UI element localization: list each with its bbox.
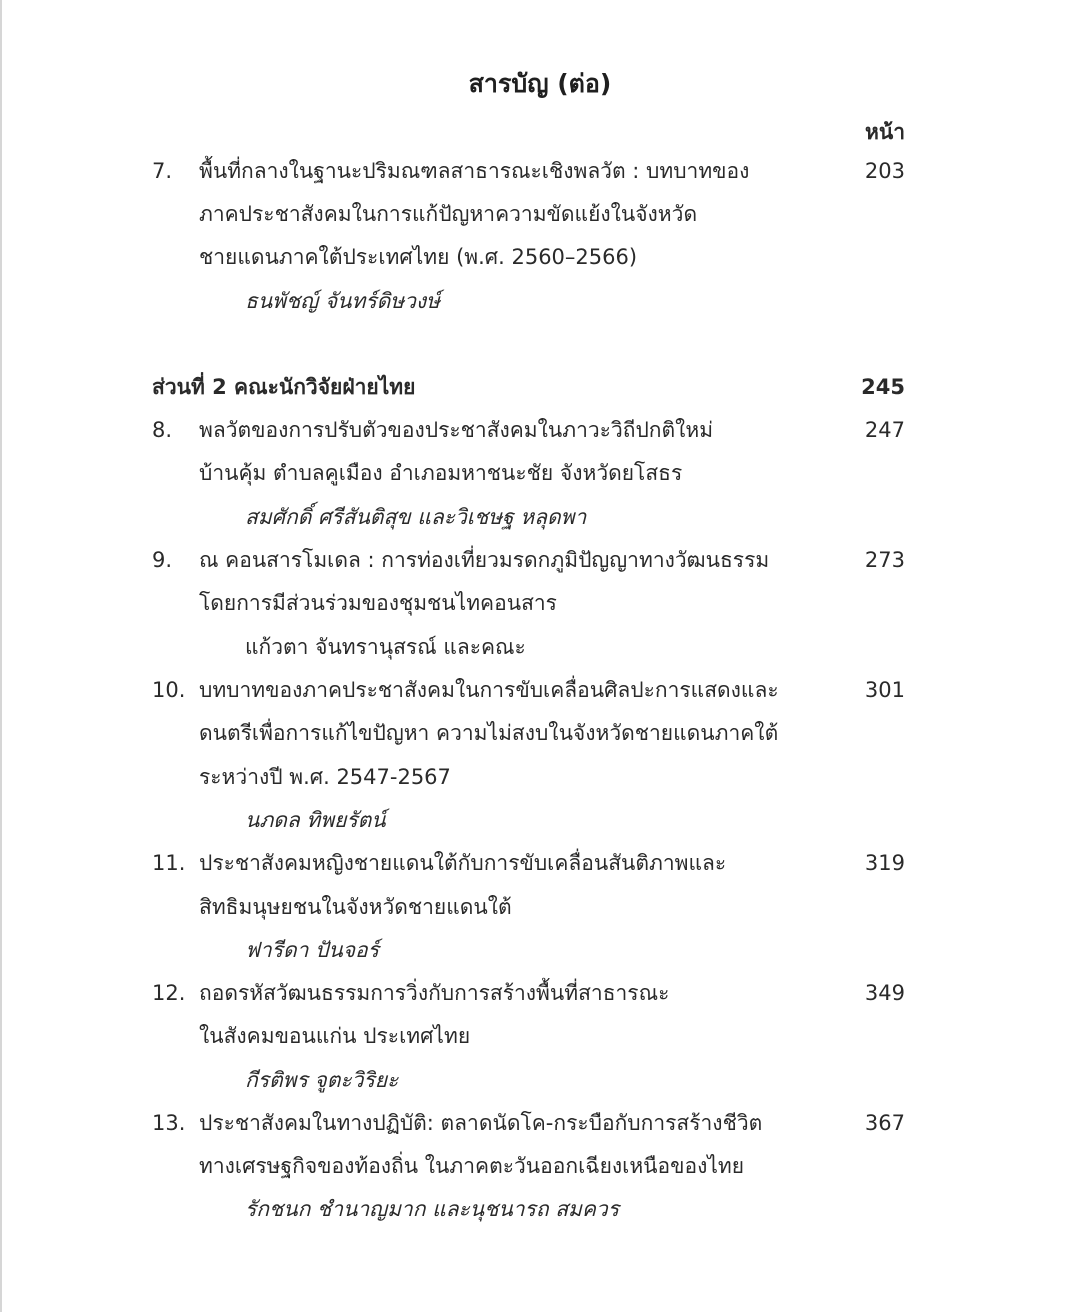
toc-entry-title-line[interactable]: บทบาทของภาคประชาสังคมในการขับเคลื่อนศิลปะการแสดงและ (199, 678, 779, 702)
toc-entry-title-line[interactable]: ดนตรีเพื่อการแก้ไขปัญหา ความไม่สงบในจังหวัดชายแดนภาคใต้ (199, 721, 779, 745)
toc-entry-title-line[interactable]: โดยการมีส่วนร่วมของชุมชนไทคอนสาร (199, 591, 557, 615)
toc-entry-title-line[interactable]: ประชาสังคมในทางปฏิบัติ: ตลาดนัดโค-กระบือกับการสร้างชีวิต (199, 1111, 763, 1135)
toc-entry-number: 11. (152, 851, 186, 875)
toc-entry-number: 9. (152, 548, 173, 572)
toc-entry-title-line[interactable]: สิทธิมนุษยชนในจังหวัดชายแดนใต้ (199, 895, 512, 919)
toc-entry-title-line[interactable]: ทางเศรษฐกิจของท้องถิ่น ในภาคตะวันออกเฉียงเหนือของไทย (199, 1154, 745, 1178)
toc-entry-number: 12. (152, 981, 186, 1005)
toc-entry-page: 203 (864, 159, 905, 183)
page-title: สารบัญ (ต่อ) (468, 69, 612, 98)
toc-entry-author: สมศักดิ์ ศรีสันติสุข และวิเชษฐ หลุดพา (245, 505, 587, 529)
toc-entry-page: 301 (864, 678, 905, 702)
section-heading[interactable]: ส่วนที่ 2 คณะนักวิจัยฝ่ายไทย (152, 375, 416, 399)
toc-entry-number: 13. (152, 1111, 186, 1135)
toc-entry-author: ฟารีดา ปันจอร์ (245, 938, 379, 962)
toc-entry-page: 367 (864, 1111, 905, 1135)
page-column-label: หน้า (865, 120, 905, 144)
toc-entry-author: กีรติพร จูตะวิริยะ (245, 1068, 399, 1092)
toc-entry-title-line[interactable]: พลวัตของการปรับตัวของประชาสังคมในภาวะวิถีปกติใหม่ (199, 418, 714, 442)
toc-entry-number: 8. (152, 418, 173, 442)
toc-entry-title-line[interactable]: ระหว่างปี พ.ศ. 2547-2567 (199, 765, 451, 789)
toc-entry-author: รักชนก ชำนาญมาก และนุชนารถ สมควร (245, 1197, 619, 1221)
toc-entry-page: 349 (864, 981, 905, 1005)
toc-entry-title-line[interactable]: พื้นที่กลางในฐานะปริมณฑลสาธารณะเชิงพลวัต : บทบาทของ (199, 159, 750, 183)
toc-entry-page: 319 (864, 851, 905, 875)
toc-entry-page: 273 (864, 548, 905, 572)
toc-entry-title-line[interactable]: ถอดรหัสวัฒนธรรมการวิ่งกับการสร้างพื้นที่สาธารณะ (199, 981, 670, 1005)
section-page: 245 (861, 375, 905, 399)
toc-entry-number: 10. (152, 678, 186, 702)
toc-entry-number: 7. (152, 159, 173, 183)
toc-entry-author: ธนพัชญ์ จันทร์ดิษวงษ์ (245, 289, 440, 313)
toc-entry-title-line[interactable]: ณ คอนสารโมเดล : การท่องเที่ยวมรดกภูมิปัญญาทางวัฒนธรรม (199, 548, 770, 572)
page-edge-divider (0, 0, 2, 1312)
toc-entry-title-line[interactable]: ภาคประชาสังคมในการแก้ปัญหาความขัดแย้งในจังหวัด (199, 202, 698, 226)
toc-entry-title-line[interactable]: ชายแดนภาคใต้ประเทศไทย (พ.ศ. 2560–2566) (199, 245, 638, 269)
toc-entry-page: 247 (864, 418, 905, 442)
toc-entry-title-line[interactable]: ประชาสังคมหญิงชายแดนใต้กับการขับเคลื่อนสันติภาพและ (199, 851, 727, 875)
toc-entry-author: แก้วตา จันทรานุสรณ์ และคณะ (245, 635, 526, 659)
toc-entry-title-line[interactable]: บ้านคุ้ม ตำบลคูเมือง อำเภอมหาชนะชัย จังหวัดยโสธร (199, 461, 683, 485)
toc-entry-title-line[interactable]: ในสังคมขอนแก่น ประเทศไทย (199, 1024, 471, 1048)
toc-entry-author: นภดล ทิพยรัตน์ (245, 808, 386, 832)
